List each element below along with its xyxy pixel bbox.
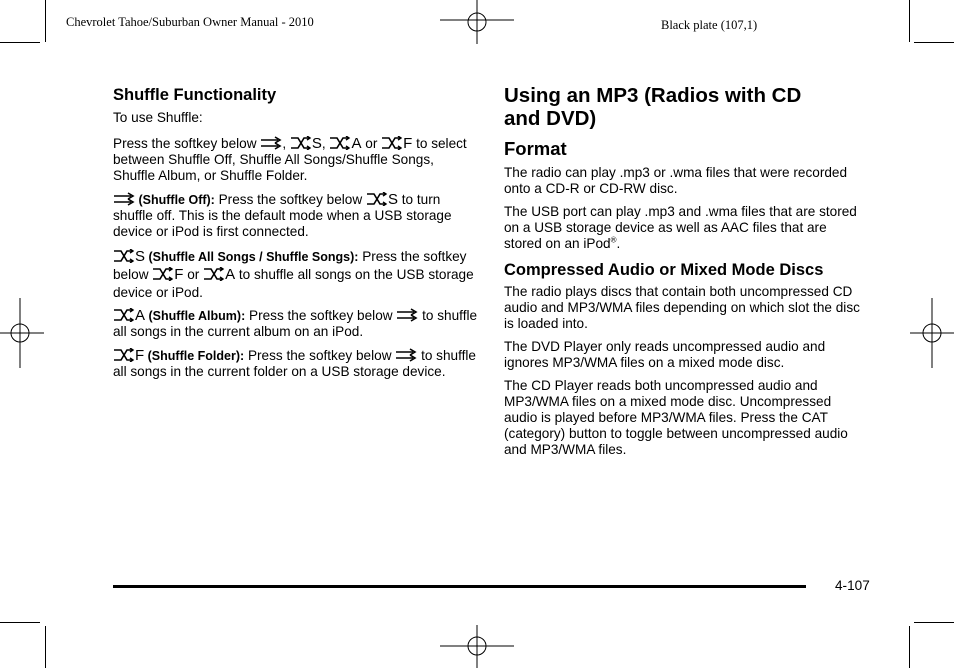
text: , bbox=[282, 136, 290, 151]
crop-mark bbox=[45, 626, 46, 668]
paragraph-format-2 bbox=[504, 204, 864, 252]
paragraph-compressed-3: The CD Player reads both uncompressed audio and MP3/WMA files on a mixed mode disc. Uncompressed audio is played before MP3/WMA files. Press the CAT (category) button to toggle between uncompressed audio and MP3/WMA files. bbox=[504, 378, 848, 457]
text: to turn shuffle off. This is the default mode when a USB storage device or iPod is first connected. bbox=[113, 192, 452, 239]
crop-mark bbox=[914, 622, 954, 623]
subheading-compressed-audio: Compressed Audio or Mixed Mode Discs bbox=[504, 261, 824, 279]
term-shuffle-songs: (Shuffle All Songs / Shuffle Songs): bbox=[145, 250, 359, 264]
paragraph-shuffle-songs bbox=[113, 248, 478, 302]
registered-mark: ® bbox=[610, 235, 617, 245]
section-heading: Shuffle Functionality bbox=[113, 86, 277, 104]
paragraph-compressed-2: The DVD Player only reads uncompressed audio and ignores MP3/WMA files on a mixed mode disc. bbox=[504, 339, 826, 370]
text: Press the softkey below bbox=[245, 308, 397, 323]
text: to select between Shuffle Off, Shuffle All Songs/Shuffle Songs, Shuffle Album, or Shuffle Folder. bbox=[113, 136, 467, 183]
header-manual-title: Chevrolet Tahoe/Suburban Owner Manual - 2010 bbox=[66, 15, 314, 29]
text: to shuffle all songs in the current folder on a USB storage device. bbox=[113, 348, 476, 379]
text: or bbox=[183, 267, 204, 282]
shuffle-icon bbox=[381, 136, 403, 150]
page-number: 4-107 bbox=[835, 578, 870, 593]
subheading-format: Format bbox=[504, 138, 567, 159]
registration-mark-right bbox=[910, 298, 954, 368]
paragraph-shuffle-folder bbox=[113, 348, 478, 380]
shuffle-icon bbox=[203, 267, 225, 281]
header-plate: Black plate (107,1) bbox=[661, 18, 758, 32]
paragraph-format-1: The radio can play .mp3 or .wma files that were recorded onto a CD-R or CD-RW disc. bbox=[504, 165, 848, 196]
text: Press the softkey below bbox=[113, 249, 467, 282]
left-column bbox=[113, 85, 478, 380]
shuffle-letter: S bbox=[311, 135, 322, 152]
repeat-arrow-icon bbox=[260, 136, 282, 150]
shuffle-icon bbox=[329, 136, 351, 150]
text: or bbox=[361, 136, 382, 151]
repeat-arrow-icon bbox=[113, 192, 135, 206]
paragraph-compressed-1: The radio plays discs that contain both uncompressed CD audio and MP3/WMA files depending on which slot the disc is loaded into. bbox=[504, 284, 860, 331]
shuffle-icon bbox=[113, 348, 135, 362]
term-shuffle-album: (Shuffle Album): bbox=[145, 309, 246, 323]
shuffle-letter: S bbox=[135, 248, 146, 265]
shuffle-icon bbox=[366, 192, 388, 206]
shuffle-letter: F bbox=[403, 135, 413, 152]
text: to shuffle all songs in the current album on an iPod. bbox=[113, 308, 478, 339]
page-title: Using an MP3 (Radios with CD and DVD) bbox=[504, 84, 802, 130]
text: , bbox=[321, 136, 330, 151]
paragraph-softkey-select bbox=[113, 136, 478, 184]
shuffle-icon bbox=[113, 308, 135, 322]
crop-mark bbox=[909, 626, 910, 668]
term-shuffle-off: (Shuffle Off): bbox=[135, 193, 215, 207]
registration-mark-bottom bbox=[440, 625, 515, 668]
footer-rule bbox=[113, 585, 806, 588]
term-shuffle-folder: (Shuffle Folder): bbox=[144, 349, 245, 363]
crop-mark bbox=[45, 0, 46, 42]
registration-mark-left bbox=[0, 298, 44, 368]
crop-mark bbox=[914, 42, 954, 43]
text: to shuffle all songs on the USB storage device or iPod. bbox=[113, 267, 474, 300]
registration-mark-top bbox=[440, 0, 515, 45]
crop-mark bbox=[0, 42, 40, 43]
crop-mark bbox=[0, 622, 40, 623]
text: The USB port can play .mp3 and .wma files that are stored on a USB storage device as well as AAC files that are stored on an iPod bbox=[504, 204, 857, 251]
text: Press the softkey below bbox=[113, 136, 261, 151]
shuffle-icon bbox=[113, 249, 135, 263]
crop-mark bbox=[909, 0, 910, 42]
paragraph-shuffle-album bbox=[113, 308, 478, 340]
shuffle-letter: A bbox=[351, 135, 362, 152]
shuffle-letter: A bbox=[135, 307, 146, 324]
shuffle-letter: S bbox=[387, 191, 398, 208]
shuffle-icon bbox=[290, 136, 312, 150]
text: . bbox=[616, 236, 621, 251]
paragraph-intro: To use Shuffle: bbox=[113, 110, 203, 125]
paragraph-shuffle-off bbox=[113, 192, 478, 240]
shuffle-letter: F bbox=[174, 266, 184, 283]
shuffle-letter: A bbox=[225, 266, 236, 283]
text: Press the softkey below bbox=[214, 192, 366, 207]
repeat-arrow-icon bbox=[395, 348, 417, 362]
shuffle-icon bbox=[152, 267, 174, 281]
right-column bbox=[504, 84, 864, 458]
repeat-arrow-icon bbox=[396, 308, 418, 322]
text: Press the softkey below bbox=[244, 348, 396, 363]
shuffle-letter: F bbox=[135, 347, 145, 364]
